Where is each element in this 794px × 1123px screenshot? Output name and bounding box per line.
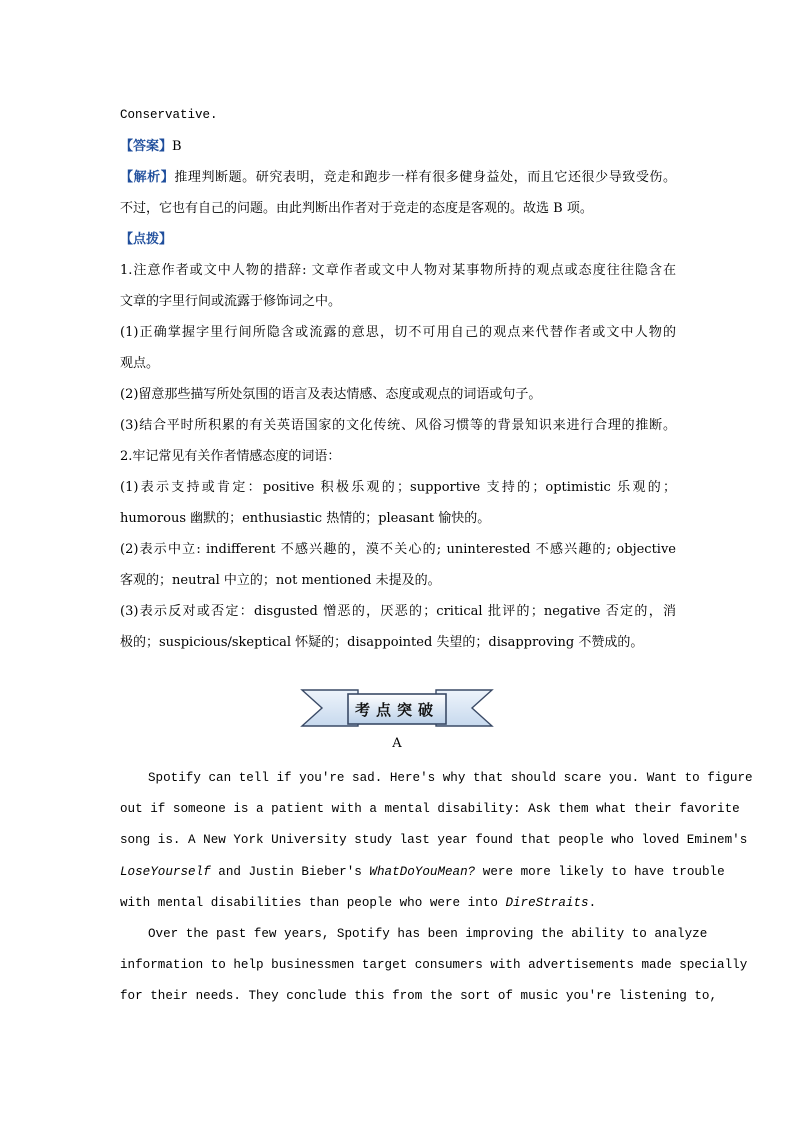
song-title-1: LoseYourself — [120, 864, 211, 879]
tip-1b: 文章的字里行间或流露于修饰词之中。 — [120, 294, 342, 309]
passage-row-1: Spotify can tell if you're sad. Here's why that should scare you. Want to figure — [148, 771, 753, 785]
tip-6b: humorous 幽默的；enthusiastic 热情的；pleasant 愉快的。 — [120, 511, 491, 526]
passage-row-4: LoseYourself and Justin Bieber's WhatDoYouMean? were more likely to have trouble — [120, 864, 725, 879]
banner-ribbon-icon — [300, 686, 494, 732]
banner-text: 考点突破 — [354, 701, 440, 719]
tip-1a: 1.注意作者或文中人物的措辞: 文章作者或文中人物对某事物所持的观点或态度往往隐含在 — [120, 263, 676, 278]
tip-5: 2.牢记常见有关作者情感态度的词语： — [120, 449, 341, 464]
tip-7a: (2)表示中立: indifferent 不感兴趣的，漠不关心的; uninterested 不感兴趣的; objective — [120, 542, 676, 557]
section-label: A — [392, 736, 402, 751]
document-page — [120, 100, 676, 658]
tip-8b: 极的；suspicious/skeptical 怀疑的；disappointed 失望的；disapproving 不赞成的。 — [120, 635, 644, 650]
answer-line — [120, 131, 676, 162]
passage — [120, 763, 753, 1013]
passage-row-5: with mental disabilities than people who were into DireStraits. — [120, 895, 597, 910]
analysis-line-1: 【解析】推理判断题。研究表明，竞走和跑步一样有很多健身益处，而且它还很少导致受伤。 — [120, 170, 676, 185]
analysis-tag: 【解析】 — [120, 170, 175, 185]
analysis-line-2: 不过，它也有自己的问题。由此判断出作者对于竞走的态度是客观的。故选 B 项。 — [120, 201, 593, 216]
section-banner — [300, 686, 494, 732]
tip-7b: 客观的；neutral 中立的；not mentioned 未提及的。 — [120, 573, 441, 588]
conservative-line: Conservative. — [120, 108, 218, 122]
answer-value: B — [172, 139, 182, 154]
tip-2b: 观点。 — [120, 356, 160, 371]
tip-6a: (1)表示支持或肯定：positive 积极乐观的；supportive 支持的；optimistic 乐观的； — [120, 480, 676, 495]
tip-3: (2)留意那些描写所处氛围的语言及表达情感、态度或观点的词语或句子。 — [120, 387, 542, 402]
passage-row-7: information to help businessmen target consumers with advertisements made specially — [120, 958, 748, 973]
tip-2a: (1)正确掌握字里行间所隐含或流露的意思，切不可用自己的观点来代替作者或文中人物的 — [120, 325, 676, 340]
tips-heading — [120, 224, 676, 255]
passage-row-2: out if someone is a patient with a mental disability: Ask them what their favorite — [120, 802, 740, 817]
tip-4: (3)结合平时所积累的有关英语国家的文化传统、风俗习惯等的背景知识来进行合理的推断。 — [120, 418, 676, 433]
tips-tag: 【点拨】 — [120, 232, 173, 247]
passage-row-6: Over the past few years, Spotify has been improving the ability to analyze — [148, 926, 708, 941]
passage-row-3: song is. A New York University study last year found that people who loved Eminem's — [120, 833, 748, 848]
answer-tag: 【答案】 — [120, 139, 173, 154]
passage-row-8: for their needs. They conclude this from the sort of music you're listening to, — [120, 989, 718, 1004]
tip-8a: (3)表示反对或否定：disgusted 憎恶的，厌恶的；critical 批评的；negative 否定的，消 — [120, 604, 676, 619]
band-name: DireStraits — [505, 895, 589, 910]
song-title-2: WhatDoYouMean? — [369, 864, 476, 879]
